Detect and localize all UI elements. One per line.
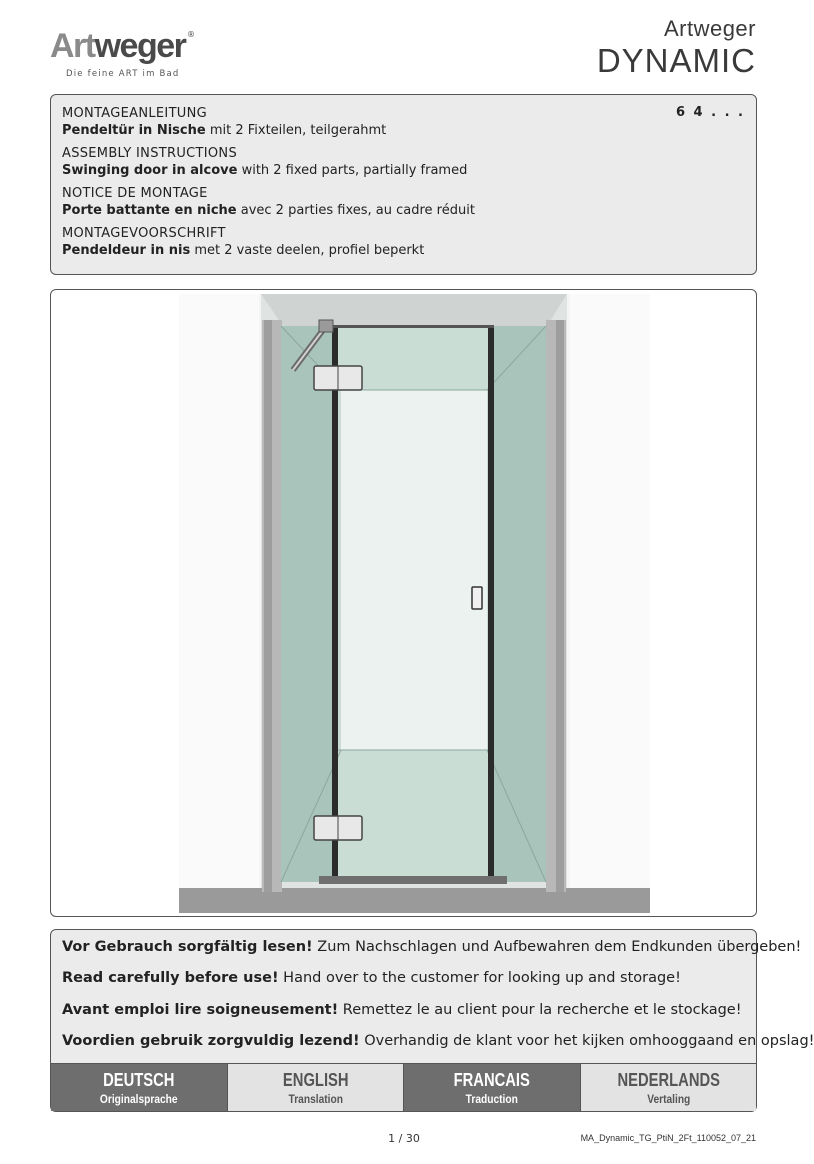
brand-name: Artweger [663,16,756,41]
product-line-name: DYNAMIC [596,42,756,79]
tab-label: FRANCAIS [453,1070,530,1090]
tab-sublabel: Originalsprache [99,1092,178,1106]
floor [179,888,650,913]
threshold-profile [319,876,507,884]
right-wall [570,294,650,913]
header-title: MONTAGEVOORSCHRIFT [62,226,226,241]
closing-profile [488,325,494,883]
left-pillar-edge [264,320,272,892]
header-description: Pendeltür in Nische mit 2 Fixteilen, teilgerahmt [62,123,387,138]
left-fixed-glass [281,326,335,882]
warning-fr: Avant emploi lire soigneusement! Remettez le au client pour la recherche et le stockage! [62,1002,742,1018]
read-before-use-box [50,929,814,1112]
tab-label: DEUTSCH [103,1070,175,1090]
article-number: 6 4 . . . [675,105,745,120]
header-description: Swinging door in alcove with 2 fixed parts, partially framed [62,163,468,178]
warning-en: Read carefully before use! Hand over to the customer for looking up and storage! [62,970,681,986]
tab-english[interactable] [227,1064,404,1111]
artweger-logo [50,26,210,86]
header-description: Porte battante en niche avec 2 parties fixes, au cadre réduit [62,203,475,218]
tab-deutsch[interactable] [51,1064,227,1111]
header-title: NOTICE DE MONTAGE [62,186,208,201]
tab-label: NEDERLANDS [616,1070,720,1090]
product-brand [597,14,756,78]
logo-tagline: Die feine ART im Bad [66,69,180,79]
stabilizer-bracket [319,320,333,332]
tab-sublabel: Vertaling [646,1092,690,1106]
logo-wordmark: Artweger [50,27,186,65]
document-code: MA_Dynamic_TG_PtiN_2Ft_110052_07_21 [580,1133,756,1143]
header-description: Pendeldeur in nis met 2 vaste deelen, profiel beperkt [62,243,425,258]
right-fixed-glass [492,326,546,882]
header-title: MONTAGEANLEITUNG [62,106,208,121]
tab-sublabel: Translation [288,1092,343,1106]
top-profile [332,325,494,328]
hinge-profile [332,325,338,883]
tab-label: ENGLISH [282,1070,349,1090]
warning-nl: Voordien gebruik zorgvuldig lezend! Overhandig de klant voor het kijken omhooggaand en opslag! [62,1033,814,1049]
instructions-header-box [50,94,757,275]
tab-francais[interactable] [403,1064,580,1111]
warning-de: Vor Gebrauch sorgfältig lesen! Zum Nachschlagen und Aufbewahren dem Endkunden übergeben! [62,939,802,955]
header-lang-nl [62,225,745,259]
header-title: ASSEMBLY INSTRUCTIONS [62,146,237,161]
tab-sublabel: Traduction [465,1092,518,1106]
door-reflection [341,390,487,750]
header-lang-de [62,105,745,139]
registered-mark: ® [187,30,195,39]
right-pillar-edge [556,320,564,892]
product-illustration-box [50,289,757,917]
header-lang-en [62,145,745,179]
tab-nederlands[interactable] [580,1064,757,1111]
language-tabs [51,1063,756,1111]
header-lang-fr [62,185,745,219]
page-number: 1 / 30 [388,1132,420,1145]
left-wall [179,294,259,913]
door-handle [472,587,482,609]
shower-door-illustration [51,290,758,918]
ceiling [261,294,567,326]
